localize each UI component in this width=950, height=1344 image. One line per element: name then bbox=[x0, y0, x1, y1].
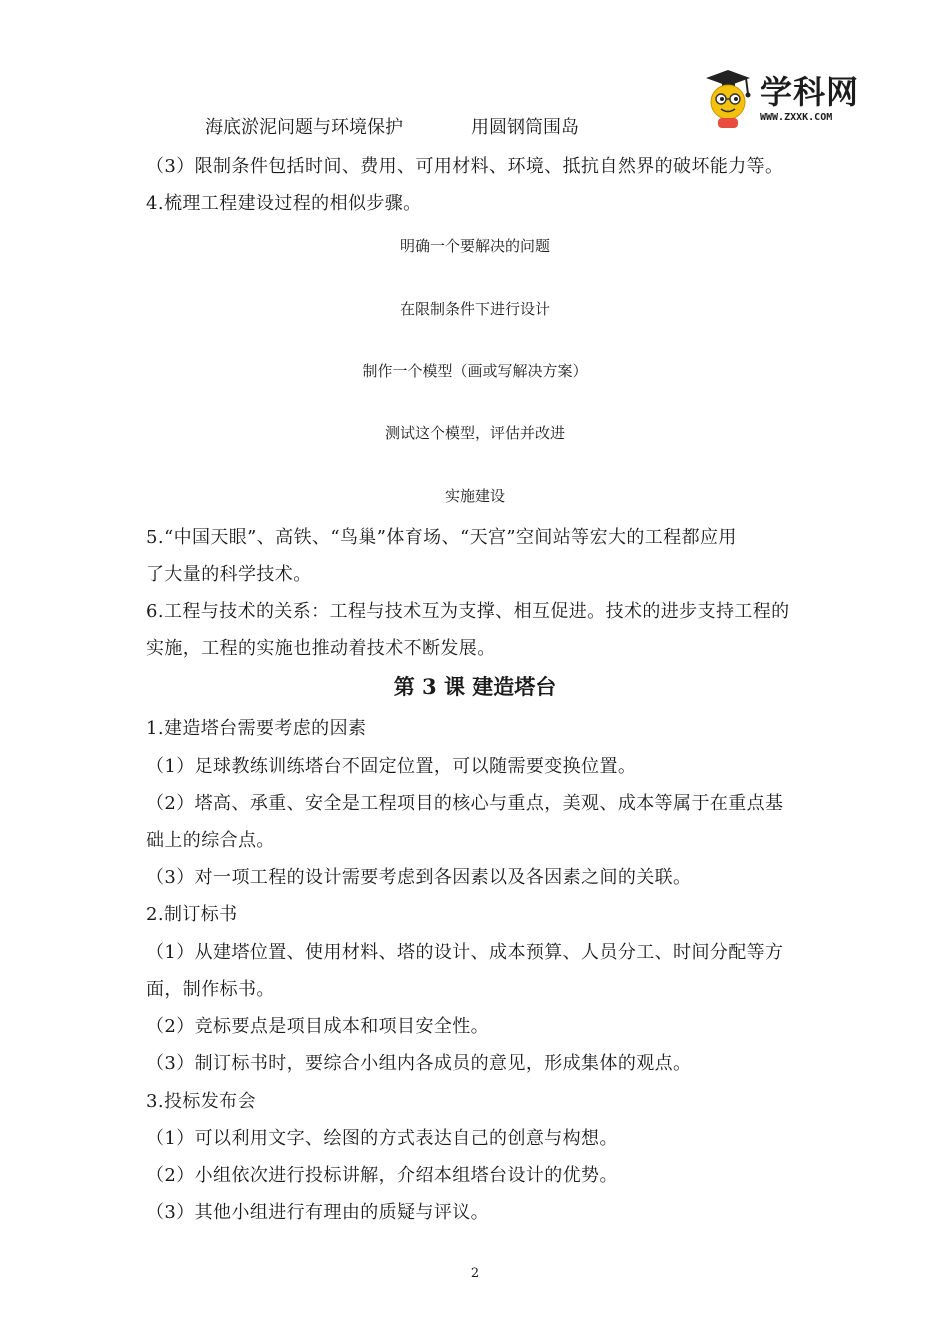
figure-caption-right: 用圆钢筒围岛 bbox=[471, 117, 579, 138]
flow-step-2: 在限制条件下进行设计 bbox=[399, 300, 550, 318]
s1-title: 1.建造塔台需要考虑的因素 bbox=[146, 718, 367, 739]
page-number: 2 bbox=[470, 1266, 480, 1281]
s2-title: 2.制订标书 bbox=[146, 904, 238, 925]
flow-step-4: 测试这个模型，评估并改进 bbox=[384, 424, 565, 442]
figure-caption-left: 海底淤泥问题与环境保护 bbox=[205, 117, 403, 138]
brand-url: WWW.ZXXK.COM bbox=[760, 112, 833, 123]
item6-line2: 实施，工程的实施也推动着技术不断发展。 bbox=[146, 638, 496, 659]
graduate-mascot-icon bbox=[702, 68, 762, 132]
brand-logo bbox=[702, 68, 872, 132]
s2-item3: （3）制订标书时，要综合小组内各成员的意见，形成集体的观点。 bbox=[146, 1053, 692, 1074]
item5-line2: 了大量的科学技术。 bbox=[146, 564, 312, 585]
s2-item1-line2: 面，制作标书。 bbox=[146, 979, 275, 1000]
s1-item1: （1）足球教练训练塔台不固定位置，可以随需要变换位置。 bbox=[146, 756, 637, 777]
s1-item2-line2: 础上的综合点。 bbox=[146, 830, 275, 851]
flow-step-5: 实施建设 bbox=[444, 487, 505, 505]
item5-line1: 5.“中国天眼”、高铁、“鸟巢”体育场、“天宫”空间站等宏大的工程都应用 bbox=[146, 527, 737, 548]
s3-title: 3.投标发布会 bbox=[146, 1091, 256, 1112]
lesson-title: 第 3 课 建造塔台 bbox=[393, 674, 557, 699]
flow-step-3: 制作一个模型（画或写解决方案） bbox=[362, 362, 588, 380]
item4-title: 4.梳理工程建设过程的相似步骤。 bbox=[146, 193, 422, 214]
limit-conditions-item: （3）限制条件包括时间、费用、可用材料、环境、抵抗自然界的破坏能力等。 bbox=[146, 156, 784, 177]
brand-name: 学科网 bbox=[760, 73, 860, 111]
item6-line1: 6.工程与技术的关系：工程与技术互为支撑、相互促进。技术的进步支持工程的 bbox=[146, 601, 790, 622]
s3-item2: （2）小组依次进行投标讲解，介绍本组塔台设计的优势。 bbox=[146, 1165, 618, 1186]
s3-item1: （1）可以利用文字、绘图的方式表达自己的创意与构想。 bbox=[146, 1128, 618, 1149]
s2-item1-line1: （1）从建塔位置、使用材料、塔的设计、成本预算、人员分工、时间分配等方 bbox=[146, 942, 784, 963]
s3-item3: （3）其他小组进行有理由的质疑与评议。 bbox=[146, 1202, 490, 1223]
s2-item2: （2）竞标要点是项目成本和项目安全性。 bbox=[146, 1016, 490, 1037]
s1-item2-line1: （2）塔高、承重、安全是工程项目的核心与重点，美观、成本等属于在重点基 bbox=[146, 793, 784, 814]
flow-step-1: 明确一个要解决的问题 bbox=[399, 237, 550, 255]
s1-item3: （3）对一项工程的设计需要考虑到各因素以及各因素之间的关联。 bbox=[146, 867, 692, 888]
